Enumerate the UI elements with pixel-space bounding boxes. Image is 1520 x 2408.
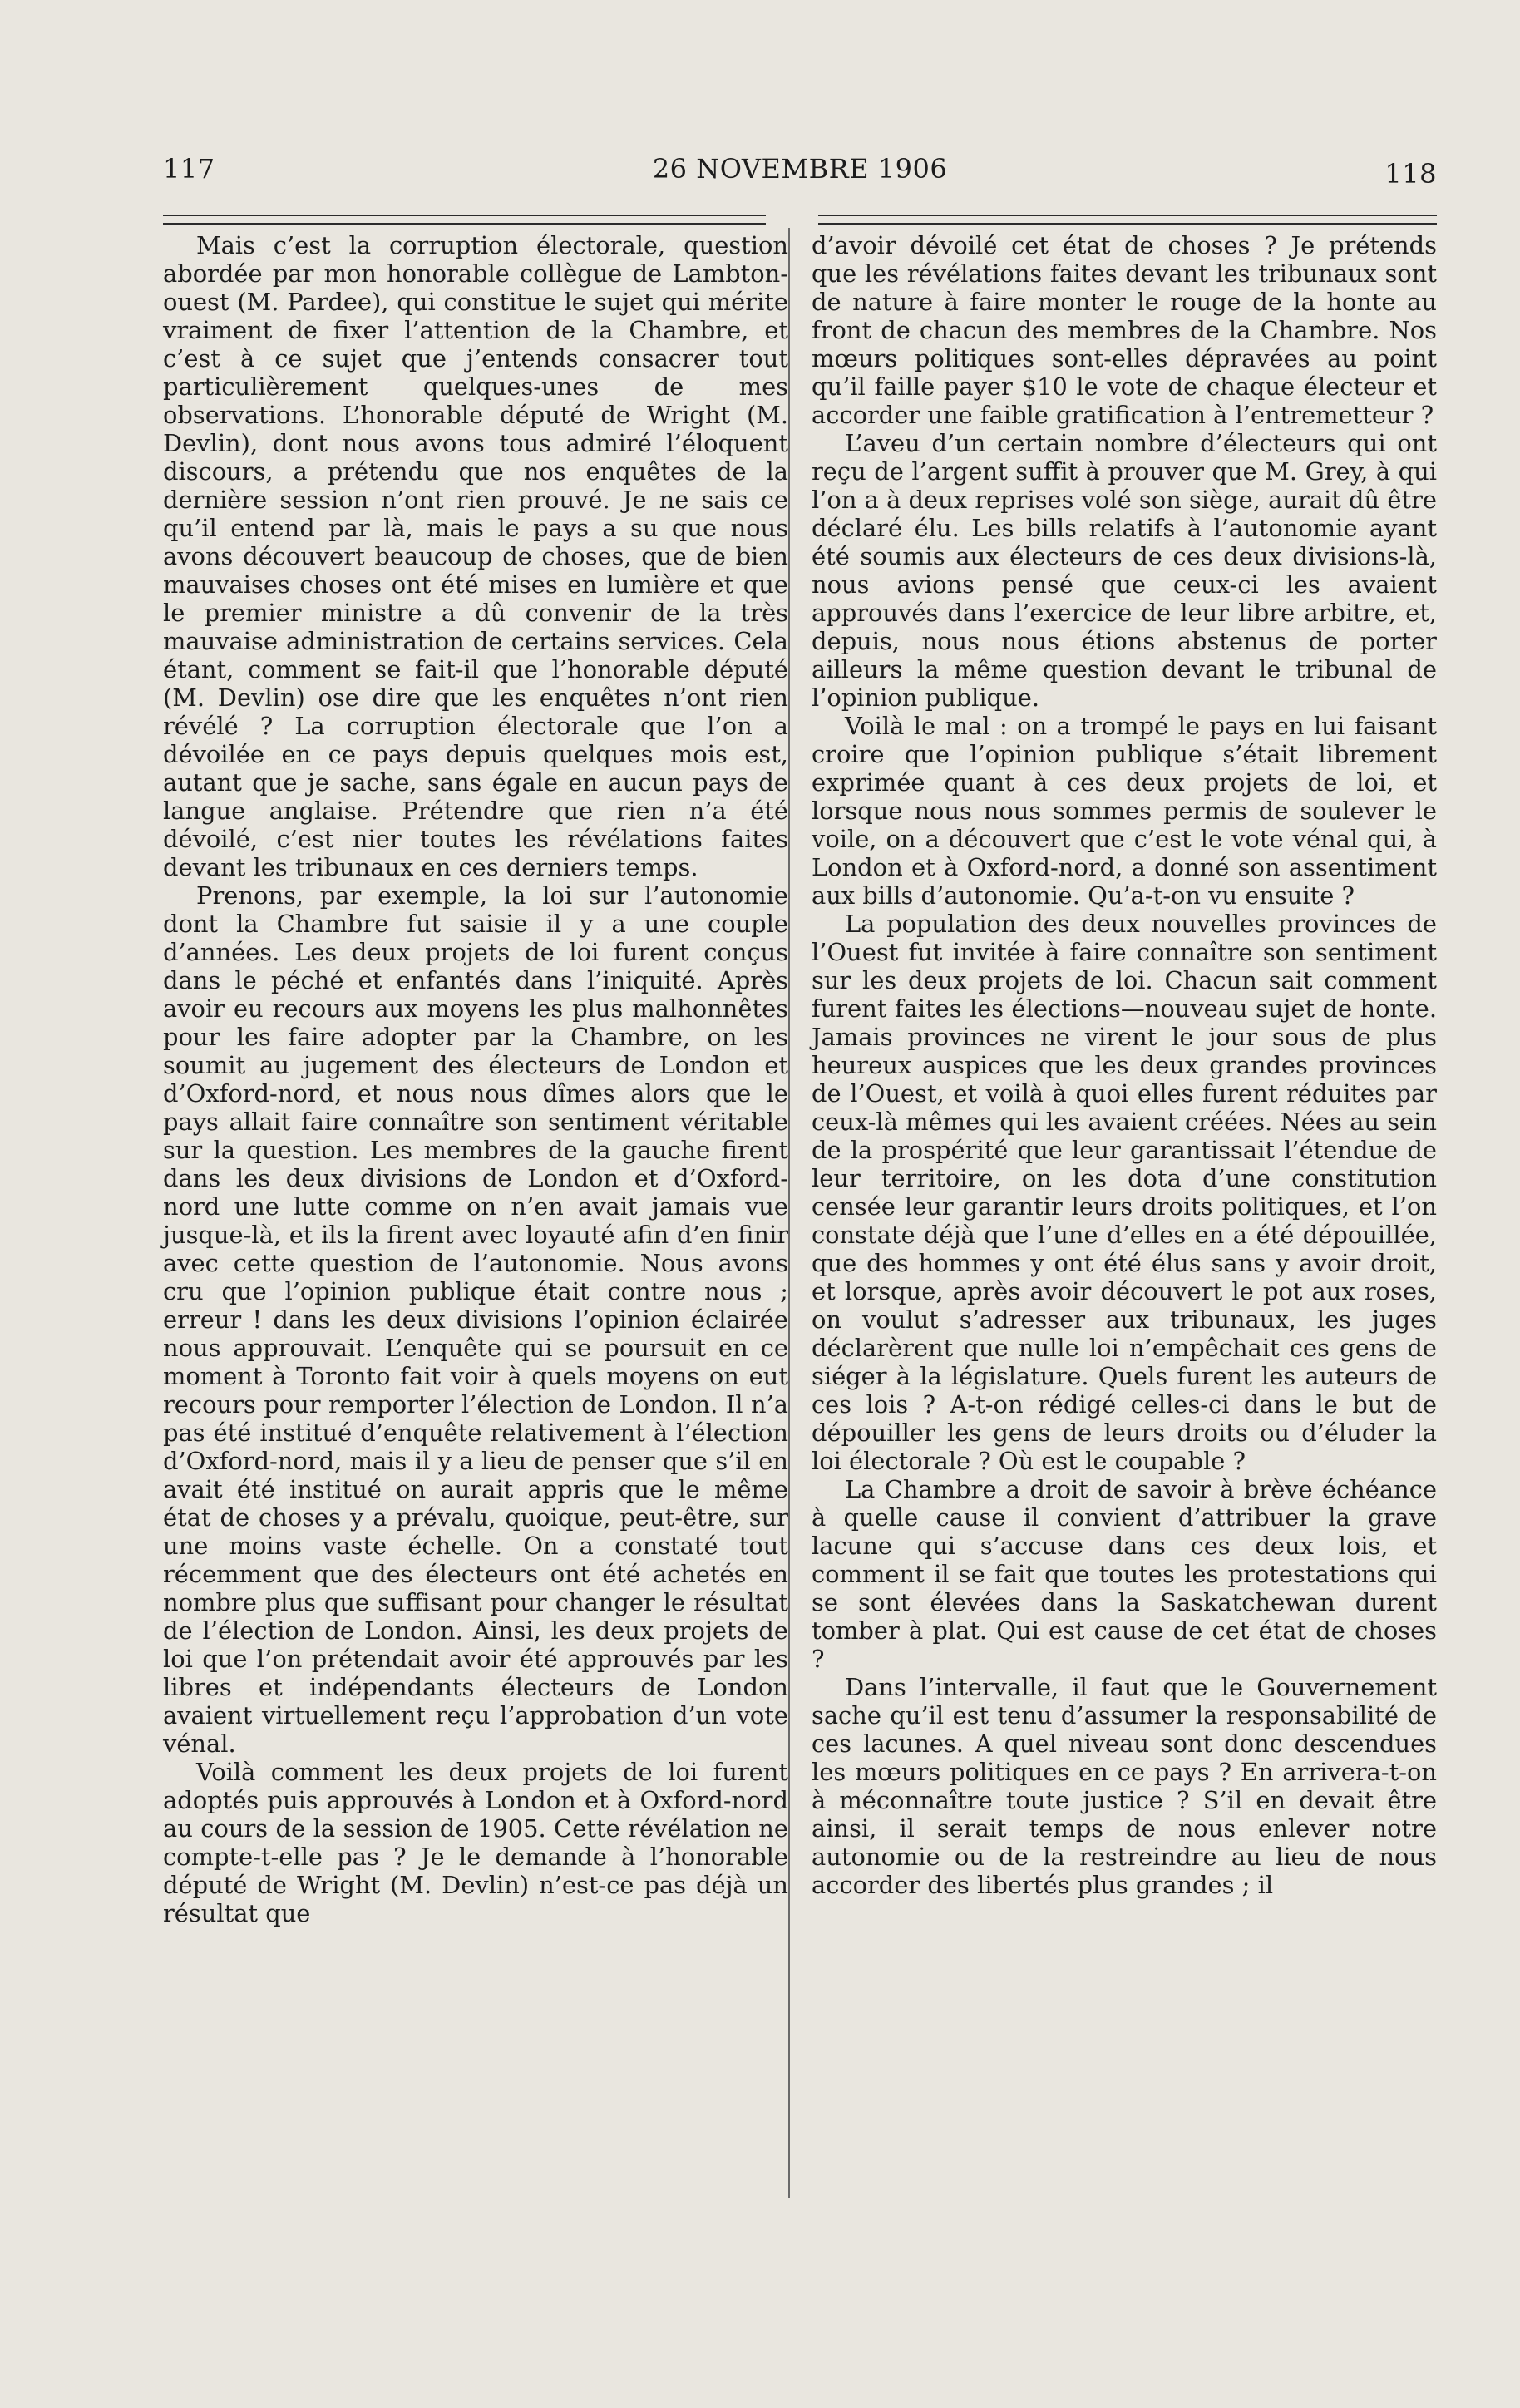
- left-paragraph-3: Voilà comment les deux projets de loi furent adoptés puis approuvés à London et à Oxford-nord au cours de la session de 1905. Cette révélation ne compte-t-elle pas ? Je le demande à l’honorable député de Wright (M. Devlin) n’est-ce pas déjà un résultat que: [163, 1758, 788, 1927]
- right-paragraph-5: La Chambre a droit de savoir à brève échéance à quelle cause il convient d’attribuer la grave lacune qui s’accuse dans ces deux lois, et comment il se fait que toutes les protestations qui se sont élevées dans la Saskatchewan durent tomber à plat. Qui est cause de cet état de choses ?: [812, 1475, 1437, 1673]
- right-paragraph-6: Dans l’intervalle, il faut que le Gouvernement sache qu’il est tenu d’assumer la responsabilité de ces lacunes. A quel niveau sont donc descendues les mœurs politiques en ce pays ? En arrivera-t-on à méconnaître toute justice ? S’il en devait être ainsi, il serait temps de nous enlever notre autonomie ou de la restreindre au lieu de nous accorder des libertés plus grandes ; il: [812, 1673, 1437, 1899]
- column-divider: [788, 228, 790, 2198]
- right-paragraph-4: La population des deux nouvelles provinces de l’Ouest fut invitée à faire connaître son sentiment sur les deux projets de loi. Chacun sait comment furent faites les élections—nouveau sujet de honte. Jamais provinces ne virent le jour sous de plus heureux auspices que les deux grandes provinces de l’Ouest, et voilà à quoi elles furent réduites par ceux-là mêmes qui les avaient créées. Nées au sein de la prospérité que leur garantissait l’étendue de leur territoire, on les dota d’une constitution censée leur garantir leurs droits politiques, et l’on constate déjà que l’une d’elles en a été dépouillée, que des hommes y ont été élus sans y avoir droit, et lorsque, après avoir découvert le pot aux roses, on voulut s’adresser aux tribunaux, les juges déclarèrent que nulle loi n’empêchait ces gens de siéger à la législature. Quels furent les auteurs de ces lois ? A-t-on rédigé celles-ci dans le but de dépouiller les gens de leurs droits ou d’éluder la loi électorale ? Où est le coupable ?: [812, 910, 1437, 1475]
- header-date: 26 NOVEMBRE 1906: [652, 153, 948, 185]
- page-number-left: 117: [163, 153, 215, 185]
- left-paragraph-1: Mais c’est la corruption électorale, question abordée par mon honorable collègue de Lambton-ouest (M. Pardee), qui constitue le sujet qui mérite vraiment de fixer l’attention de la Chambre, et c’est à ce sujet que j’entends consacrer tout particulièrement quelques-unes de mes observations. L’honorable député de Wright (M. Devlin), dont nous avons tous admiré l’éloquent discours, a prétendu que nos enquêtes de la dernière session n’ont rien prouvé. Je ne sais ce qu’il entend par là, mais le pays a su que nous avons découvert beaucoup de choses, que de bien mauvaises choses ont été mises en lumière et que le premier ministre a dû convenir de la très mauvaise administration de certains services. Cela étant, comment se fait-il que l’honorable député (M. Devlin) ose dire que les enquêtes n’ont rien révélé ? La corruption électorale que l’on a dévoilée en ce pays depuis quelques mois est, autant que je sache, sans égale en aucun pays de langue anglaise. Prétendre que rien n’a été dévoilé, c’est nier toutes les révélations faites devant les tribunaux en ces derniers temps.: [163, 231, 788, 881]
- right-paragraph-1: d’avoir dévoilé cet état de choses ? Je prétends que les révélations faites devant les tribunaux sont de nature à faire monter le rouge de la honte au front de chacun des membres de la Chambre. Nos mœurs politiques sont-elles dépravées au point qu’il faille payer $10 le vote de chaque électeur et accorder une faible gratification à l’entremetteur ?: [812, 231, 1437, 429]
- page-number-right: 118: [1384, 158, 1437, 190]
- left-column: [163, 231, 788, 1927]
- right-paragraph-2: L’aveu d’un certain nombre d’électeurs qui ont reçu de l’argent suffit à prouver que M. Grey, à qui l’on a à deux reprises volé son siège, aurait dû être déclaré élu. Les bills relatifs à l’autonomie ayant été soumis aux électeurs de ces deux divisions-là, nous avions pensé que ceux-ci les avaient approuvés dans l’exercice de leur libre arbitre, et, depuis, nous nous étions abstenus de porter ailleurs la même question devant le tribunal de l’opinion publique.: [812, 429, 1437, 712]
- left-paragraph-2: Prenons, par exemple, la loi sur l’autonomie dont la Chambre fut saisie il y a une couple d’années. Les deux projets de loi furent conçus dans le péché et enfantés dans l’iniquité. Après avoir eu recours aux moyens les plus malhonnêtes pour les faire adopter par la Chambre, on les soumit au jugement des électeurs de London et d’Oxford-nord, et nous nous dîmes alors que le pays allait faire connaître son sentiment véritable sur la question. Les membres de la gauche firent dans les deux divisions de London et d’Oxford-nord une lutte comme on n’en avait jamais vue jusque-là, et ils la firent avec loyauté afin d’en finir avec cette question de l’autonomie. Nous avons cru que l’opinion publique était contre nous ; erreur ! dans les deux divisions l’opinion éclairée nous approuvait. L’enquête qui se poursuit en ce moment à Toronto fait voir à quels moyens on eut recours pour remporter l’élection de London. Il n’a pas été institué d’enquête relativement à l’élection d’Oxford-nord, mais il y a lieu de penser que s’il en avait été institué on aurait appris que le même état de choses y a prévalu, quoique, peut-être, sur une moins vaste échelle. On a constaté tout récemment que des électeurs ont été achetés en nombre plus que suffisant pour changer le résultat de l’élection de London. Ainsi, les deux projets de loi que l’on prétendait avoir été approuvés par les libres et indépendants électeurs de London avaient virtuellement reçu l’approbation d’un vote vénal.: [163, 881, 788, 1758]
- right-column: [812, 231, 1437, 1899]
- running-header: [163, 153, 1437, 195]
- header-rule-left: [163, 215, 766, 225]
- right-paragraph-3: Voilà le mal : on a trompé le pays en lui faisant croire que l’opinion publique s’était librement exprimée quant à ces deux projets de loi, et lorsque nous nous sommes permis de soulever le voile, on a découvert que c’est le vote vénal qui, à London et à Oxford-nord, a donné son assentiment aux bills d’autonomie. Qu’a-t-on vu ensuite ?: [812, 712, 1437, 910]
- header-rule-right: [818, 215, 1437, 225]
